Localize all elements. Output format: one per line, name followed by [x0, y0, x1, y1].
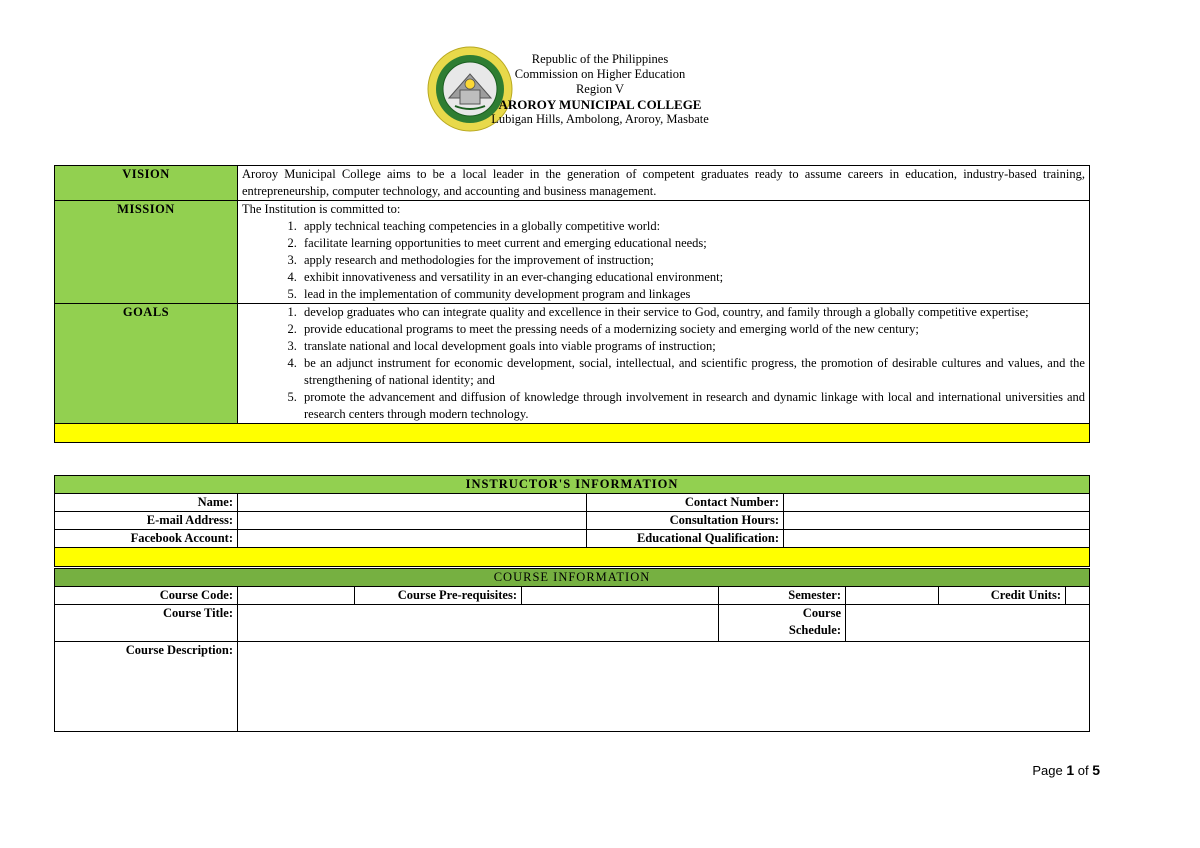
table-row	[55, 512, 1090, 530]
semester-field[interactable]	[846, 587, 939, 605]
facebook-label: Facebook Account:	[55, 530, 238, 548]
college-address: Lubigan Hills, Ambolong, Aroroy, Masbate	[491, 112, 709, 126]
course-table	[54, 568, 1090, 732]
facebook-field[interactable]	[238, 530, 587, 548]
instructor-table	[54, 475, 1090, 567]
list-item: 2. provide educational programs to meet the pressing needs of a modernizing society and emerging world of the new century;	[300, 321, 1085, 338]
republic-line: Republic of the Philippines	[531, 52, 669, 66]
table-row	[55, 605, 1090, 642]
yellow-separator	[55, 548, 1090, 567]
vmg-table	[54, 165, 1090, 443]
mission-row	[55, 201, 1090, 304]
mission-cell	[238, 201, 1090, 304]
contact-number-label: Contact Number:	[587, 494, 784, 512]
list-item: 1. develop graduates who can integrate quality and excellence in their service to God, country, and family through a globally competitive expertise;	[300, 304, 1085, 321]
qualification-field[interactable]	[784, 530, 1090, 548]
commission-line: Commission on Higher Education	[514, 67, 686, 81]
yellow-separator-row	[55, 548, 1090, 567]
list-item: 2. facilitate learning opportunities to meet current and emerging educational needs;	[300, 235, 1085, 252]
instructor-title-row	[55, 476, 1090, 494]
yellow-separator-row	[55, 424, 1090, 443]
semester-label: Semester:	[719, 587, 846, 605]
prerequisites-field[interactable]	[522, 587, 719, 605]
course-schedule-field[interactable]	[846, 605, 1090, 642]
list-item: 5. lead in the implementation of community development program and linkages	[300, 286, 1085, 303]
document-header	[380, 52, 820, 127]
list-item: 4. exhibit innovativeness and versatility in an ever-changing educational environment;	[300, 269, 1085, 286]
of-word: of	[1077, 763, 1089, 778]
instructor-section-title: INSTRUCTOR'S INFORMATION	[55, 476, 1090, 494]
prerequisites-label: Course Pre-requisites:	[355, 587, 522, 605]
goals-label: GOALS	[55, 304, 238, 424]
consultation-hours-field[interactable]	[784, 512, 1090, 530]
table-row	[55, 642, 1090, 732]
course-schedule-label-line1: Course	[802, 606, 841, 620]
vision-text: Aroroy Municipal College aims to be a local leader in the generation of competent graduates ready to assume careers in education, industry-based training, entrepreneurship, computer technology, and accounting and business management.	[238, 166, 1090, 201]
qualification-label: Educational Qualification:	[587, 530, 784, 548]
mission-intro: The Institution is committed to:	[242, 202, 401, 216]
table-row	[55, 494, 1090, 512]
list-item: 4. be an adjunct instrument for economic development, social, intellectual, and scientific progress, the promotion of desirable cultures and values, and the strengthening of national identity; and	[300, 355, 1085, 389]
goals-cell	[238, 304, 1090, 424]
page-word: Page	[1032, 763, 1063, 778]
course-code-label: Course Code:	[55, 587, 238, 605]
course-title-field[interactable]	[238, 605, 719, 642]
consultation-hours-label: Consultation Hours:	[587, 512, 784, 530]
list-item: 3. translate national and local development goals into viable programs of instruction;	[300, 338, 1085, 355]
email-label: E-mail Address:	[55, 512, 238, 530]
course-title-label: Course Title:	[55, 605, 238, 642]
college-name: AROROY MUNICIPAL COLLEGE	[498, 97, 702, 112]
total-pages: 5	[1092, 762, 1100, 778]
course-section-title: COURSE INFORMATION	[55, 569, 1090, 587]
credit-units-label: Credit Units:	[939, 587, 1066, 605]
table-row	[55, 530, 1090, 548]
vision-label: VISION	[55, 166, 238, 201]
list-item: 1. apply technical teaching competencies in a globally competitive world:	[300, 218, 1085, 235]
mission-label: MISSION	[55, 201, 238, 304]
course-description-field[interactable]	[238, 642, 1090, 732]
course-schedule-label	[719, 605, 846, 642]
table-row	[55, 587, 1090, 605]
region-line: Region V	[575, 82, 625, 96]
goals-list	[242, 304, 1085, 423]
course-schedule-label-line2: Schedule:	[788, 623, 841, 637]
page-number	[1000, 762, 1100, 778]
mission-list	[242, 218, 1085, 303]
credit-units-field[interactable]	[1066, 587, 1090, 605]
contact-number-field[interactable]	[784, 494, 1090, 512]
yellow-separator	[55, 424, 1090, 443]
current-page: 1	[1066, 762, 1075, 778]
course-code-field[interactable]	[238, 587, 355, 605]
name-label: Name:	[55, 494, 238, 512]
course-description-label: Course Description:	[55, 642, 238, 732]
vision-row	[55, 166, 1090, 201]
email-field[interactable]	[238, 512, 587, 530]
course-title-row	[55, 569, 1090, 587]
list-item: 5. promote the advancement and diffusion of knowledge through involvement in research and dynamic linkage with local and international universities and research centers through modern technology.	[300, 389, 1085, 423]
goals-row	[55, 304, 1090, 424]
list-item: 3. apply research and methodologies for the improvement of instruction;	[300, 252, 1085, 269]
name-field[interactable]	[238, 494, 587, 512]
